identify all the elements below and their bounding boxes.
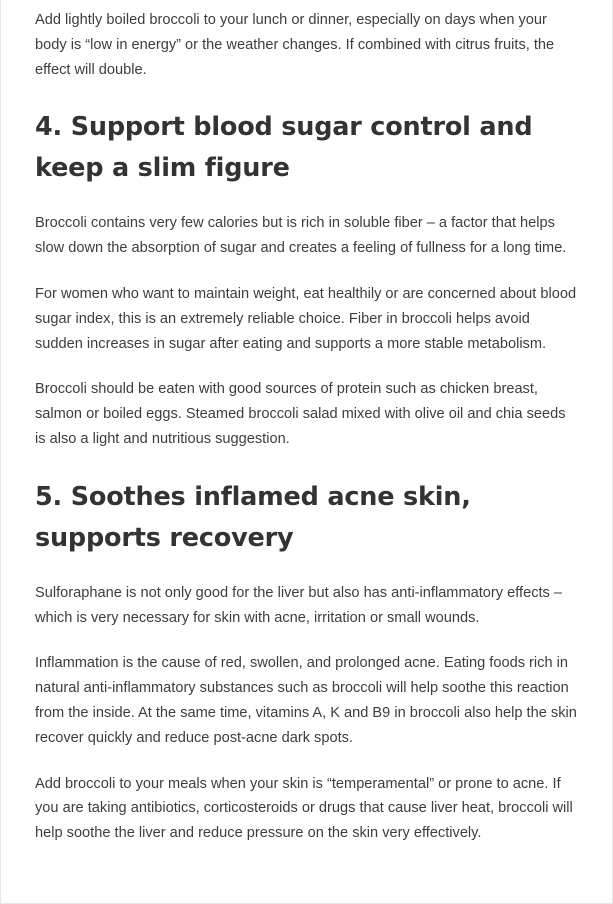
section-5-paragraph-1: Sulforaphane is not only good for the liver but also has anti-inflammatory effects – which is very necessary for skin with acne, irritation or small wounds.: [35, 584, 563, 626]
section-5-paragraph-2: Inflammation is the cause of red, swollen, and prolonged acne. Eating foods rich in natural anti-inflammatory substances such as broccoli will help soothe this reaction from the inside. At the same time, vitamins A, K and B9 in broccoli also help the skin recover quickly and reduce post-acne dark spots.: [35, 655, 577, 746]
section-5-heading: 5. Soothes inflamed acne skin, supports recovery: [35, 481, 471, 553]
section-4-paragraph-1: Broccoli contains very few calories but is rich in soluble fiber – a factor that helps slow down the absorption of sugar and creates a feeling of fullness for a long time.: [35, 215, 567, 257]
section-4-paragraph-3: Broccoli should be eaten with good sources of protein such as chicken breast, salmon or boiled eggs. Steamed broccoli salad mixed with olive oil and chia seeds is also a light and nutritious suggestion.: [35, 381, 566, 447]
section-4-heading: 4. Support blood sugar control and keep a slim figure: [35, 112, 533, 184]
intro-paragraph: Add lightly boiled broccoli to your lunch or dinner, especially on days when your body is “low in energy” or the weather changes. If combined with citrus fruits, the effect will double.: [35, 12, 555, 78]
section-4-paragraph-2: For women who want to maintain weight, eat healthily or are concerned about blood sugar index, this is an extremely reliable choice. Fiber in broccoli helps avoid sudden increases in sugar after eating and supports a more stable metabolism.: [35, 285, 577, 352]
section-5-paragraph-3: Add broccoli to your meals when your skin is “temperamental” or prone to acne. If you are taking antibiotics, corticosteroids or drugs that cause liver heat, broccoli will help soothe the liver and reduce pressure on the skin very effectively.: [35, 775, 573, 842]
article-body: [35, 8, 580, 867]
